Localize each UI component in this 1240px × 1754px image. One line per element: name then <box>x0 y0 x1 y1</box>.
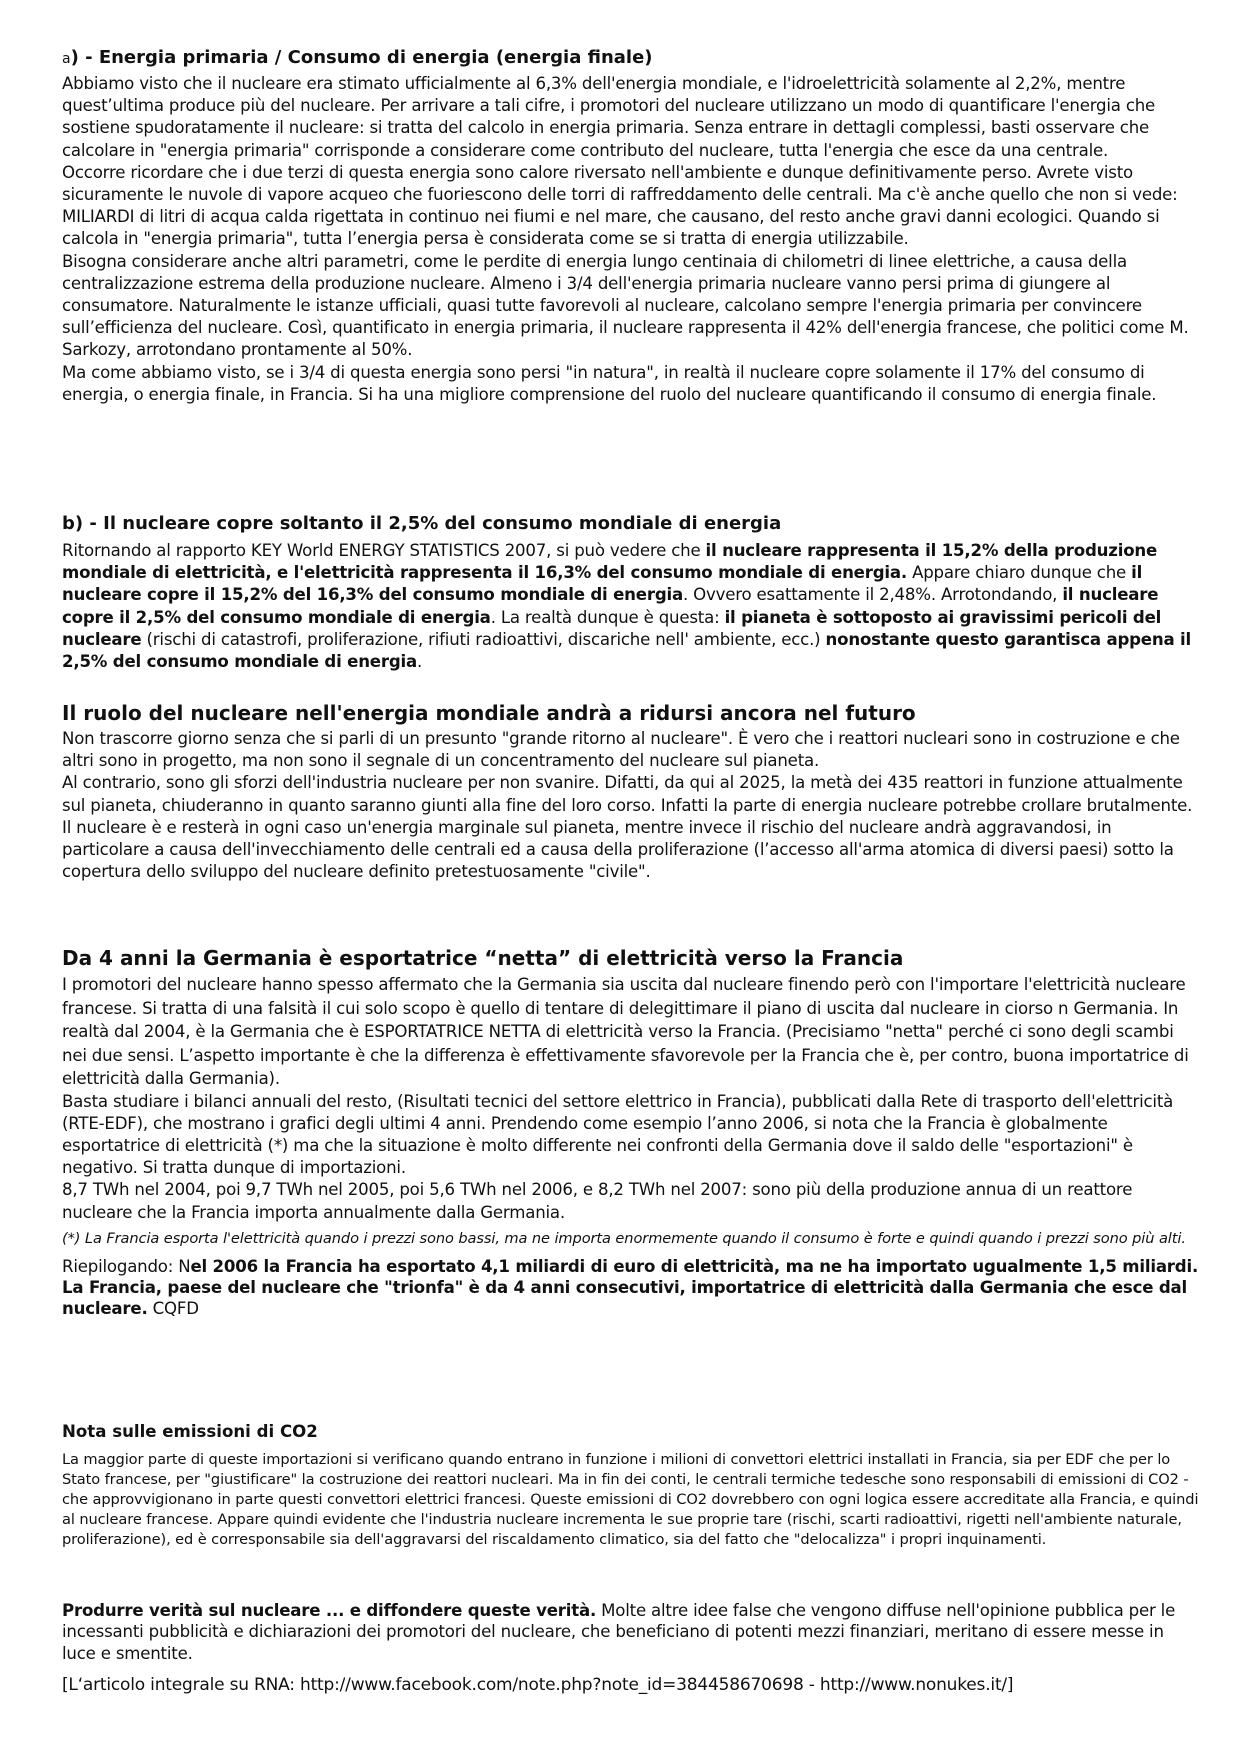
paragraph: Al contrario, sono gli sforzi dell'industria nucleare per non svanire. Difatti, da qui al 2025, la metà dei 435 reattori in funzione attualmente sul pianeta, chiuderanno in quanto saranno giunti alla fine del loro corso. Infatti la parte di energia nucleare potrebbe crollare brutalmente. Il nucleare è e resterà in ogni caso un'energia marginale sul pianeta, mentre invece il rischio del nucleare andrà aggravandosi, in particolare a causa dell'invecchiamento delle centrali ed a causa della proliferazione (l’accesso all'arma atomica di diversi paesi) sotto la copertura dello sviluppo del nucleare definito pretestuosamente "civile". <box>62 773 1193 882</box>
paragraph: Bisogna considerare anche altri parametri, come le perdite di energia lungo centinaia di chilometri di linee elettriche, a causa della centralizzazione estrema della produzione nucleare. Almeno i 3/4 dell'energia primaria nucleare vanno persi prima di giungere al consumatore. Naturalmente le istanze ufficiali, quasi tutte favorevoli al nucleare, calcolano sempre l'energia primaria per convincere sull’efficienza del nucleare. Così, quantificato in energia primaria, il nucleare rappresenta il 42% dell'energia francese, che politici come M. Sarkozy, arrotondano prontamente al 50%. <box>62 251 1189 360</box>
closing-section <box>62 1600 1202 1696</box>
section-co2 <box>62 1420 1202 1550</box>
section-nucleare-2-5 <box>62 512 1202 673</box>
footnote: (*) La Francia esporta l'elettricità quando i prezzi sono bassi, ma ne importa enormemente quando il consumo è forte e quindi quando i prezzi sono più alti. <box>62 1229 1186 1247</box>
section-energia-primaria <box>62 46 1202 406</box>
paragraph: Basta studiare i bilanci annuali del resto, (Risultati tecnici del settore elettrico in Francia), pubblicati dalla Rete di trasporto dell'elettricità (RTE-EDF), che mostrano i grafici degli ultimi 4 anni. Prendendo come esempio l’anno 2006, si nota che la Francia è globalmente esportatrice di elettricità (*) ma che la situazione è molto differente nei confronti della Germania dove il saldo delle "esportazioni" è negativo. Si tratta dunque di importazioni. <box>62 1091 1174 1178</box>
section-heading: Nota sulle emissioni di CO2 <box>62 1422 318 1441</box>
paragraph: I promotori del nucleare hanno spesso affermato che la Germania sia uscita dal nucleare finendo però con l'importare l'elettricità nucleare francese. Si tratta di una falsità il cui solo scopo è quello di tentare di delegittimare il piano di uscita dal nucleare in ciorso n Germania. In realtà dal 2004, è la Germania che è ESPORTATRICE NETTA di elettricità verso la Francia. (Precisiamo "netta" perché ci sono degli scambi nei due sensi. L’aspetto importante è che la differenza è effettivamente sfavorevole per la Francia che è, per contro, buona importatrice di elettricità dalla Germania). <box>62 975 1189 1088</box>
paragraph: Occorre ricordare che i due terzi di questa energia sono calore riversato nell'ambiente e dunque definitivamente perso. Avrete visto sicuramente le nuvole di vapore acqueo che fuoriescono delle torri di raffreddamento delle centrali. Ma c'è anche quello che non si vede: MILIARDI di litri di acqua calda rigettata in continuo nei fiumi e nel mare, che causano, del resto anche gravi danni ecologici. Quando si calcola in "energia primaria", tutta l’energia persa è considerata come se si tratta di energia utilizzabile. <box>62 162 1178 249</box>
section-heading: Il ruolo del nucleare nell'energia mondiale andrà a ridursi ancora nel futuro <box>62 701 916 725</box>
paragraph: La maggior parte di queste importazioni si verificano quando entrano in funzione i milioni di convettori elettrici installati in Francia, sia per EDF che per lo Stato francese, per "giustificare" la costruzione dei reattori nucleari. Ma in fin dei conti, le centrali termiche tedesche sono responsabili di emissioni di CO2 - che approvvigionano in parte questi convettori elettrici francesi. Queste emissioni di CO2 dovrebbero con ogni logica essere accreditate alla Francia, e quindi al nucleare francese. Appare quindi evidente che l'industria nucleare incrementa le sue proprie tare (rischi, scarti radioattivi, rigetti nell'ambiente naturale, proliferazione), ed è corresponsabile sia dell'aggravarsi del riscaldamento climatico, sia del fatto che "delocalizza" i propri inquinamenti. <box>62 1451 1199 1548</box>
section-germania <box>62 945 1202 1320</box>
paragraph: Ma come abbiamo visto, se i 3/4 di questa energia sono persi "in natura", in realtà il nucleare copre solamente il 17% del consumo di energia, o energia finale, in Francia. Si ha una migliore comprensione del ruolo del nucleare quantificando il consumo di energia finale. <box>62 362 1157 404</box>
section-heading: b) - Il nucleare copre soltanto il 2,5% del consumo mondiale di energia <box>62 513 782 534</box>
section-ruolo-nucleare <box>62 700 1202 883</box>
paragraph: Non trascorre giorno senza che si parli di un presunto "grande ritorno al nucleare". È vero che i reattori nucleari sono in costruzione e che altri sono in progetto, ma non sono il segnale di un concentramento del nucleare sul pianeta. <box>62 729 1180 771</box>
source-citation: [L‘articolo integrale su RNA: http://www.facebook.com/note.php?note_id=384458670698 - http://www.nonukes.it/] <box>62 1674 1014 1695</box>
section-heading: Da 4 anni la Germania è esportatrice “netta” di elettricità verso la Francia <box>62 946 904 970</box>
closing-paragraph: Produrre verità sul nucleare ... e diffondere queste verità. Molte altre idee false che vengono diffuse nell'opinione pubblica per le incessanti pubblicità e dichiarazioni dei promotori del nucleare, che beneficiano di potenti mezzi finanziari, meritano di essere messe in luce e smentite. <box>62 1601 1176 1663</box>
paragraph: 8,7 TWh nel 2004, poi 9,7 TWh nel 2005, poi 5,6 TWh nel 2006, e 8,2 TWh nel 2007: sono più della produzione annua di un reattore nucleare che la Francia importa annualmente dalla Germania. <box>62 1180 1133 1222</box>
paragraph: Abbiamo visto che il nucleare era stimato ufficialmente al 6,3% dell'energia mondiale, e l'idroelettricità solamente al 2,2%, mentre quest’ultima produce più del nucleare. Per arrivare a tali cifre, i promotori del nucleare utilizzano un modo di quantificare l'energia che sostiene spudoratamente il nucleare: si tratta del calcolo in energia primaria. Senza entrare in dettagli complessi, basti osservare che calcolare in "energia primaria" corrisponde a considerare come contributo del nucleare, tutta l'energia che esce da una centrale. <box>62 74 1156 160</box>
section-heading: a) - Energia primaria / Consumo di energia (energia finale) <box>62 47 653 68</box>
paragraph-mixed: Ritornando al rapporto KEY World ENERGY STATISTICS 2007, si può vedere che il nucleare rappresenta il 15,2% della produzione mondiale di elettricità, e l'elettricità rappresenta il 16,3% del consumo mondiale di energia. Appare chiaro dunque che il nucleare copre il 15,2% del 16,3% del consumo mondiale di energia. Ovvero esattamente il 2,48%. Arrotondando, il nucleare copre il 2,5% del consumo mondiale di energia. La realtà dunque è questa: il pianeta è sottoposto ai gravissimi pericoli del nucleare (rischi di catastrofi, proliferazione, rifiuti radioattivi, discariche nell' ambiente, ecc.) nonostante questo garantisca appena il 2,5% del consumo mondiale di energia. <box>62 541 1192 672</box>
summary-paragraph: Riepilogando: Nel 2006 la Francia ha esportato 4,1 miliardi di euro di elettricità, ma ne ha importato ugualmente 1,5 miliardi. La Francia, paese del nucleare che "trionfa" è da 4 anni consecutivi, importatrice di elettricità dalla Germania che esce dal nucleare. CQFD <box>62 1256 1199 1319</box>
